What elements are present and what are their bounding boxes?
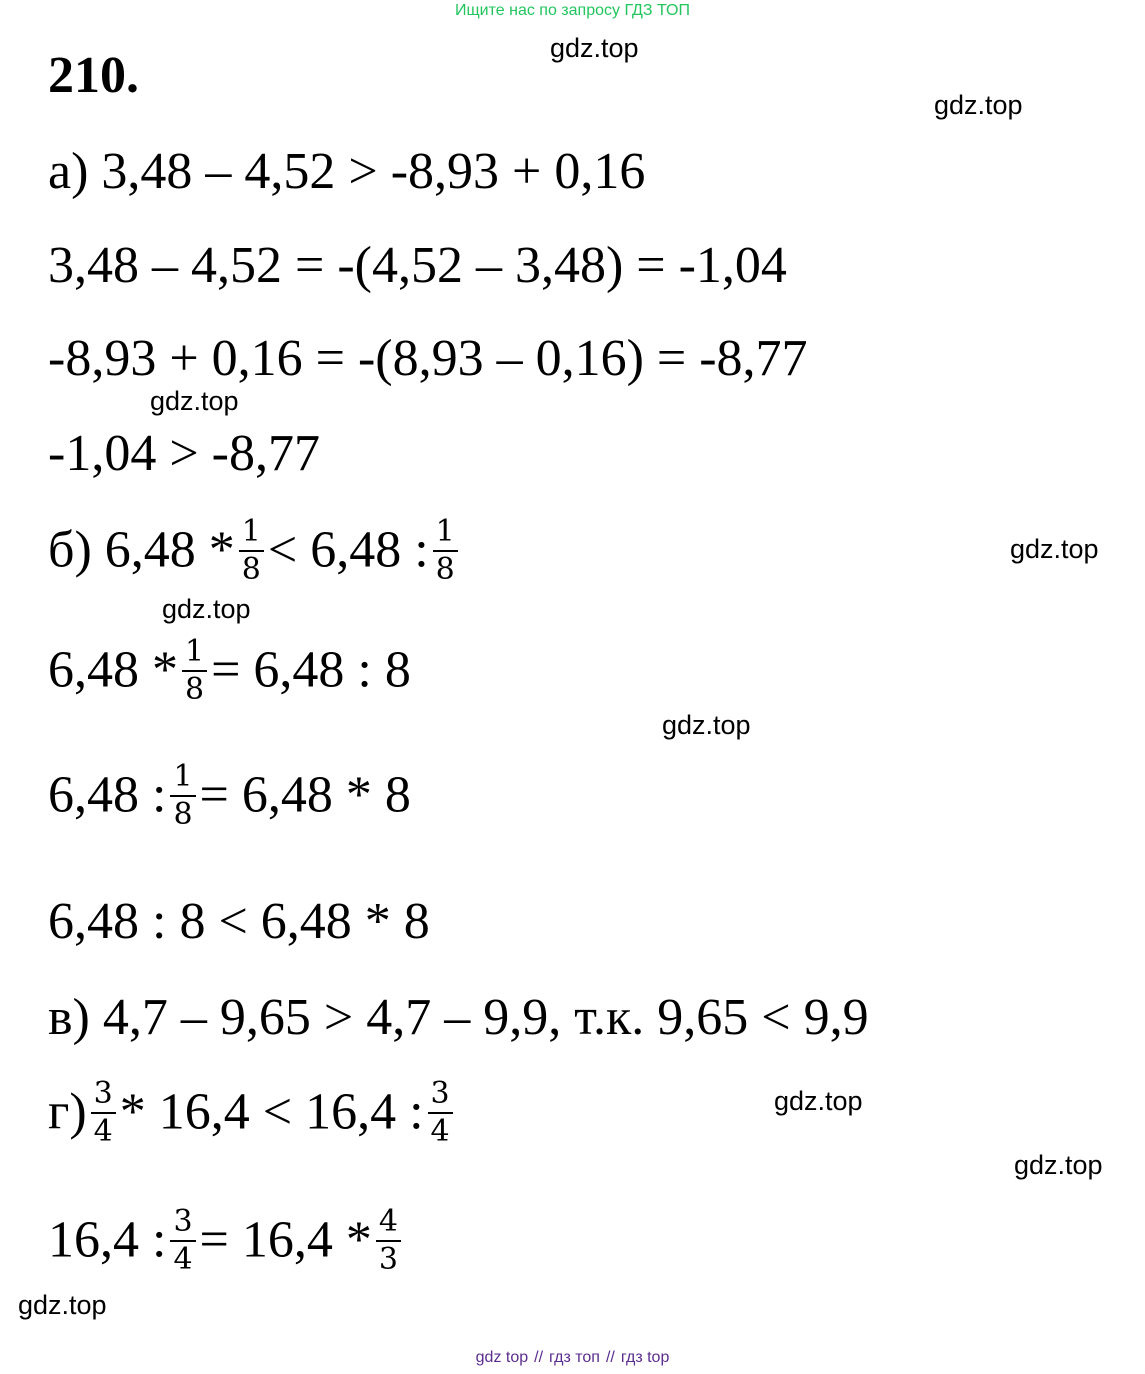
watermark: gdz.top xyxy=(162,594,251,624)
solution-line-b3: 6,48 : $\frac{1}{8}$ = 6,48 * 8 xyxy=(48,759,411,832)
fraction: $\frac{4}{3}$ xyxy=(376,1206,401,1275)
solution-line-g1: г) $\frac{3}{4}$ * 16,4 < 16,4 : $\frac{3}{4}$ xyxy=(48,1082,457,1151)
fraction: $\frac{1}{8}$ xyxy=(433,516,458,585)
solution-line-b2: 6,48 * $\frac{1}{8}$ = 6,48 : 8 xyxy=(48,634,411,707)
problem-number: 210. xyxy=(48,47,139,104)
fraction: $\frac{1}{8}$ xyxy=(239,516,264,585)
solution-line-a4: -1,04 > -8,77 xyxy=(48,425,320,482)
watermark: gdz.top xyxy=(662,710,751,740)
footer-item: гдз top xyxy=(620,1349,670,1366)
fraction: $\frac{1}{8}$ xyxy=(182,636,207,705)
solution-line-b1: б) 6,48 * $\frac{1}{8}$ < 6,48 : $\frac{1}{8}$ xyxy=(48,520,462,589)
footer-separator: // xyxy=(534,1349,544,1366)
footer-separator: // xyxy=(605,1349,615,1366)
fraction: $\frac{3}{4}$ xyxy=(428,1078,453,1147)
solution-line-b4: 6,48 : 8 < 6,48 * 8 xyxy=(48,893,430,950)
solution-line-a1: а) 3,48 – 4,52 > -8,93 + 0,16 xyxy=(48,143,646,200)
footer-item: гдз топ xyxy=(549,1349,600,1366)
solution-line-g2: 16,4 : $\frac{3}{4}$ = 16,4 * $\frac{4}{3}$ xyxy=(48,1210,405,1279)
watermark: gdz.top xyxy=(774,1086,863,1116)
footer-item: gdz top xyxy=(475,1349,529,1366)
fraction: $\frac{3}{4}$ xyxy=(170,1206,195,1275)
solution-line-a3: -8,93 + 0,16 = -(8,93 – 0,16) = -8,77 xyxy=(48,330,808,387)
watermark: gdz.top xyxy=(550,33,639,63)
fraction: $\frac{1}{8}$ xyxy=(170,761,195,830)
fraction: $\frac{3}{4}$ xyxy=(91,1078,116,1147)
watermark: gdz.top xyxy=(1014,1150,1103,1180)
footer-links xyxy=(0,1349,1145,1367)
watermark: gdz.top xyxy=(150,386,239,416)
watermark: gdz.top xyxy=(18,1290,107,1320)
search-hint-banner: Ищите нас по запросу ГДЗ ТОП xyxy=(455,2,690,19)
watermark: gdz.top xyxy=(1010,534,1099,564)
solution-line-a2: 3,48 – 4,52 = -(4,52 – 3,48) = -1,04 xyxy=(48,237,787,294)
solution-line-v1: в) 4,7 – 9,65 > 4,7 – 9,9, т.к. 9,65 < 9,9 xyxy=(48,989,869,1046)
watermark: gdz.top xyxy=(934,90,1023,120)
